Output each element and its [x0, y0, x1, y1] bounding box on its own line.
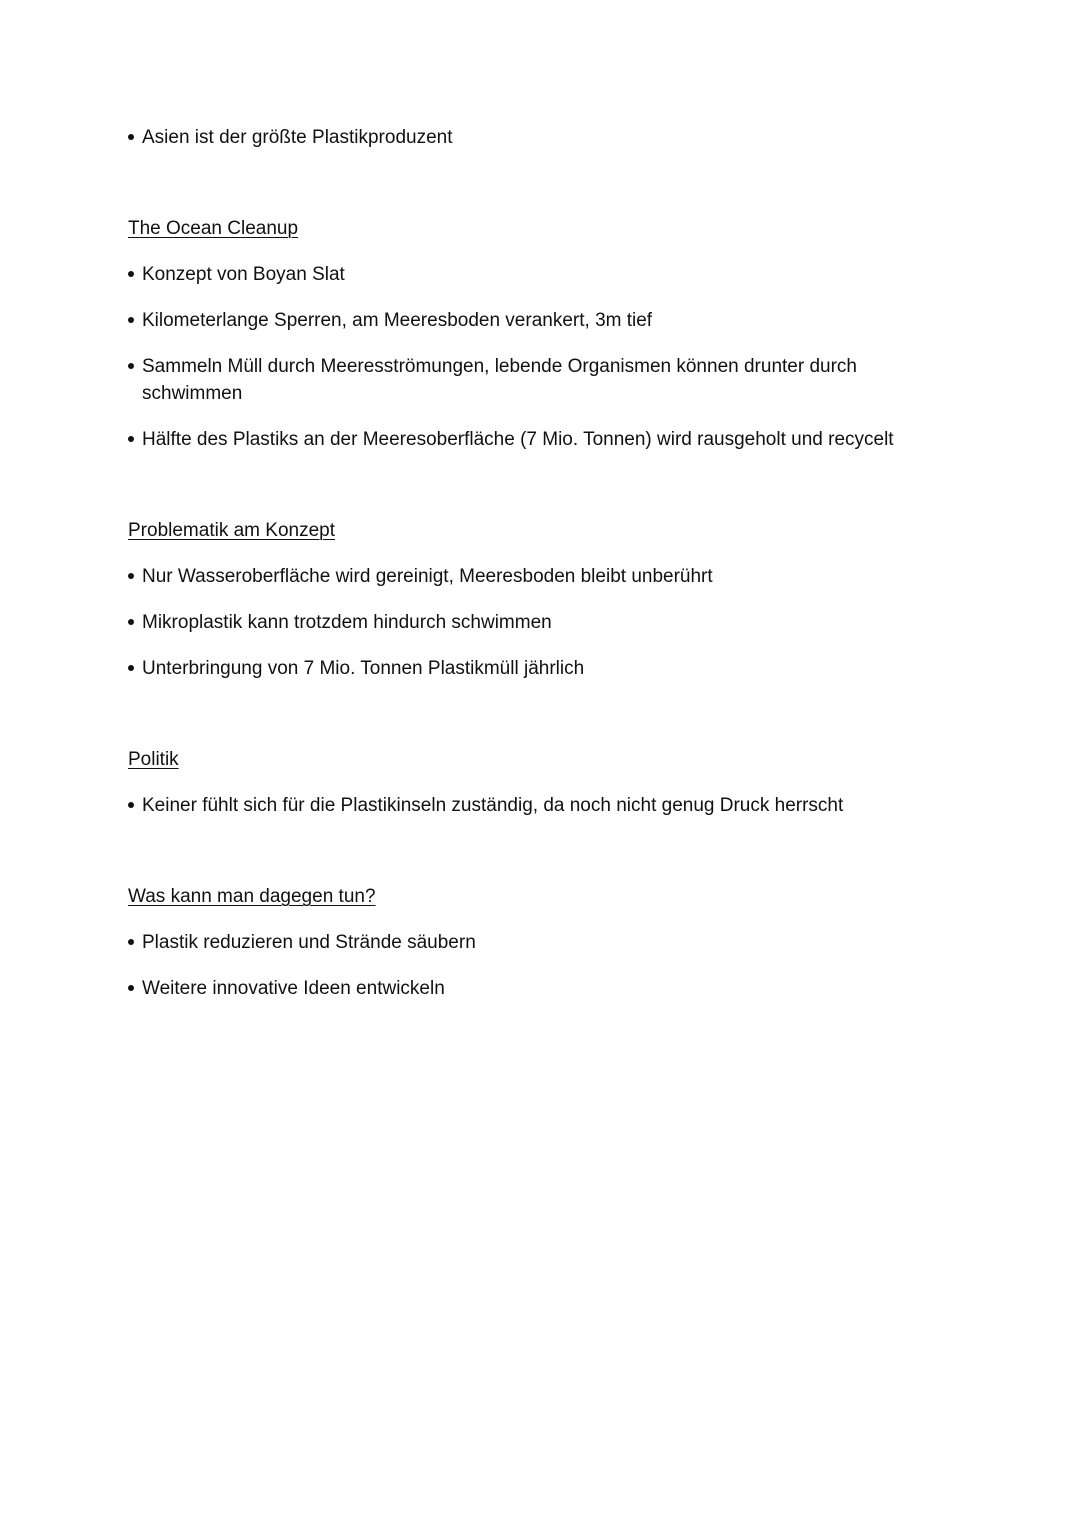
- list-item: Plastik reduzieren und Strände säubern: [128, 929, 1008, 956]
- list-item: Unterbringung von 7 Mio. Tonnen Plastikmüll jährlich: [128, 655, 1008, 682]
- list-item: Sammeln Müll durch Meeresströmungen, lebende Organismen können drunter durch schwimmen: [128, 353, 922, 407]
- list-item: Kilometerlange Sperren, am Meeresboden verankert, 3m tief: [128, 307, 1008, 334]
- list-item: Hälfte des Plastiks an der Meeresoberfläche (7 Mio. Tonnen) wird rausgeholt und recycelt: [128, 426, 1008, 453]
- intro-bullet: Asien ist der größte Plastikproduzent: [128, 124, 1008, 151]
- list-item: Weitere innovative Ideen entwickeln: [128, 975, 1008, 1002]
- section-heading-politik: Politik: [128, 749, 179, 770]
- section-heading-ocean-cleanup: The Ocean Cleanup: [128, 218, 299, 239]
- list-item: Konzept von Boyan Slat: [128, 261, 1008, 288]
- list-item: Keiner fühlt sich für die Plastikinseln zuständig, da noch nicht genug Druck herrscht: [128, 792, 1008, 819]
- section-heading-problematik: Problematik am Konzept: [128, 520, 335, 541]
- document-page: [128, 124, 1008, 1002]
- section-heading-was-tun: Was kann man dagegen tun?: [128, 886, 376, 907]
- list-item: Nur Wasseroberfläche wird gereinigt, Meeresboden bleibt unberührt: [128, 563, 1008, 590]
- list-item: Mikroplastik kann trotzdem hindurch schwimmen: [128, 609, 1008, 636]
